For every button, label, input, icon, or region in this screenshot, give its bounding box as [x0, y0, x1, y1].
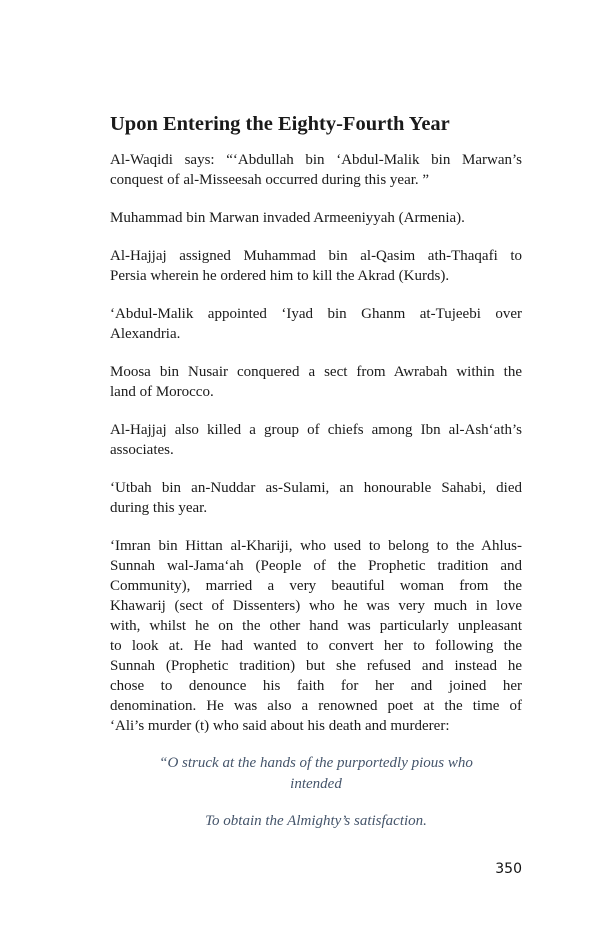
text-line: Persia wherein he ordered him to kill the Akrad (Kurds). [110, 268, 450, 284]
text-line: land of Morocco. [110, 384, 214, 400]
text-line: Muhammad bin Marwan invaded Armeeniyyah (Armenia). [110, 210, 465, 226]
paragraph [110, 536, 522, 736]
section-title: Upon Entering the Eighty-Fourth Year [110, 113, 450, 135]
text-line: Community), married a very beautiful woman from the [110, 578, 522, 594]
paragraph [110, 478, 522, 518]
poem-line: “O struck at the hands of the purportedly pious who [159, 755, 473, 771]
text-line: Sunnah (Prophetic tradition) but she refused and instead he [110, 658, 522, 674]
text-line: associates. [110, 442, 174, 458]
text-line: to look at. He had wanted to convert her to following the [110, 638, 522, 654]
paragraph [110, 208, 522, 228]
text-line: ‘Imran bin Hittan al-Khariji, who used to belong to the Ahlus- [110, 538, 522, 554]
text-line: during this year. [110, 500, 208, 516]
text-line: Al-Hajjaj also killed a group of chiefs among Ibn al-Ash‘ath’s [110, 422, 522, 438]
paragraph [110, 246, 522, 286]
poem-line: intended [290, 776, 342, 792]
text-line: with, whilst he on the other hand was particularly unpleasant [110, 618, 522, 634]
text-line: Sunnah wal-Jama‘ah (People of the Prophetic tradition and [110, 558, 522, 574]
text-line: Moosa bin Nusair conquered a sect from Awrabah within the [110, 364, 522, 380]
text-line: Al-Hajjaj assigned Muhammad bin al-Qasim ath-Thaqafi to [110, 248, 522, 264]
poem-verse-1 [110, 753, 522, 795]
text-line: Al-Waqidi says: “‘Abdullah bin ‘Abdul-Malik bin Marwan’s [110, 152, 522, 168]
text-line: Alexandria. [110, 326, 181, 342]
poem-verse-2: To obtain the Almighty’s satisfaction. [205, 813, 427, 829]
page-number: 350 [495, 861, 522, 877]
text-line: chose to denounce his faith for her and joined her [110, 678, 522, 694]
paragraph [110, 150, 522, 190]
body-text [110, 150, 522, 754]
text-line: ‘Utbah bin an-Nuddar as-Sulami, an honourable Sahabi, died [110, 480, 522, 496]
paragraph [110, 304, 522, 344]
paragraph [110, 362, 522, 402]
text-line: Khawarij (sect of Dissenters) who he was very much in love [110, 598, 522, 614]
text-line: ‘Ali’s murder (t) who said about his death and murderer: [110, 718, 450, 734]
text-line: denomination. He was also a renowned poet at the time of [110, 698, 522, 714]
text-line: ‘Abdul-Malik appointed ‘Iyad bin Ghanm at-Tujeebi over [110, 306, 522, 322]
paragraph [110, 420, 522, 460]
text-line: conquest of al-Misseesah occurred during this year. ” [110, 172, 430, 188]
